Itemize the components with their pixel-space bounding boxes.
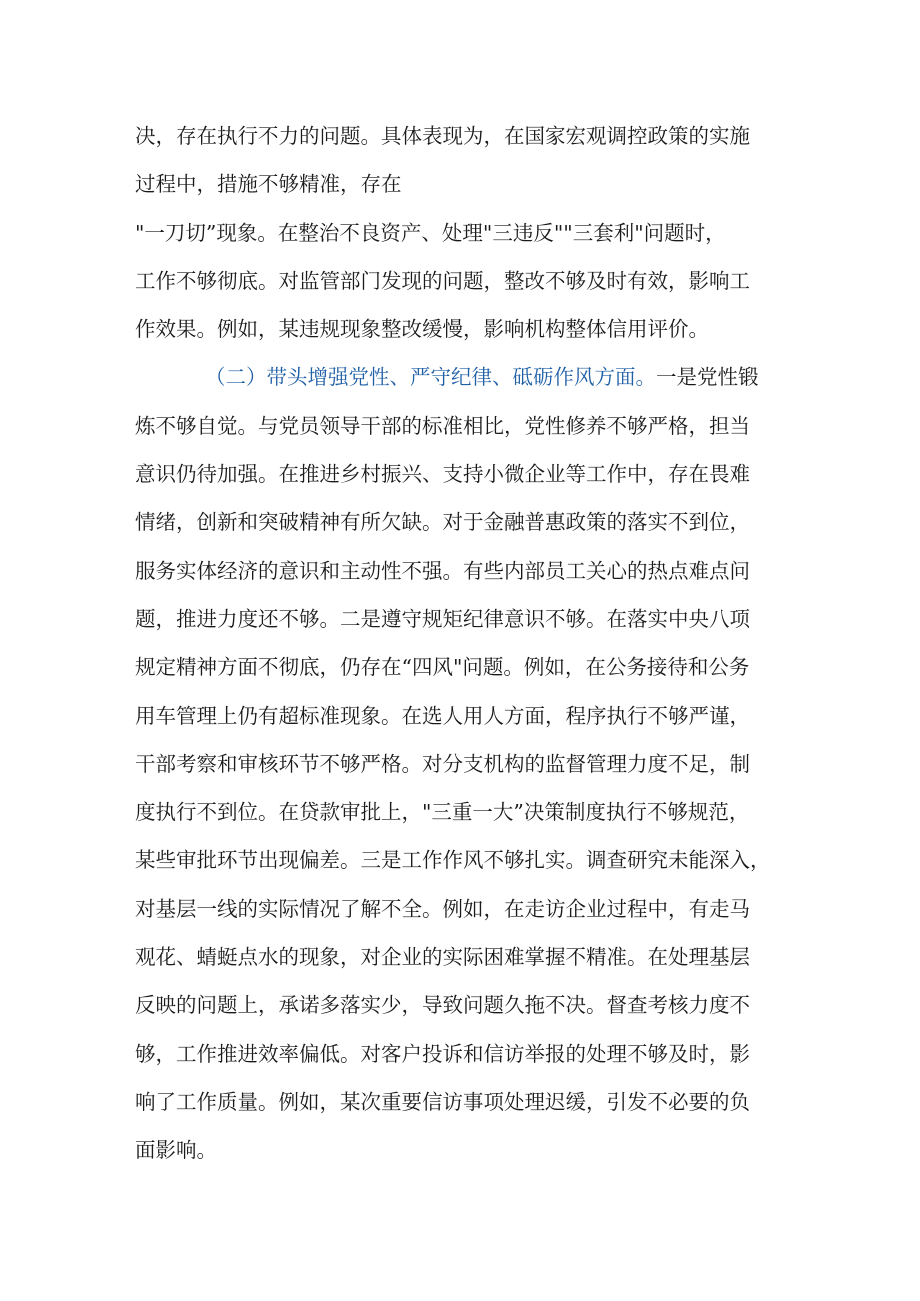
body-line: 过程中，措施不够精准，存在 — [135, 172, 402, 197]
body-line: 用车管理上仍有超标准现象。在选人用人方面，程序执行不够严谨， — [135, 703, 750, 728]
body-line: 够，工作推进效率偏低。对客户投诉和信访举报的处理不够及时，影 — [135, 1041, 750, 1066]
section-heading-line — [135, 353, 795, 401]
body-line: 某些审批环节出现偏差。三是工作作风不够扎实。调查研究未能深入， — [135, 848, 771, 873]
body-line: 意识仍待加强。在推进乡村振兴、支持小微企业等工作中，存在畏难 — [135, 462, 750, 487]
body-line: 度执行不到位。在贷款审批上，"三重一大”决策制度执行不够规范， — [135, 800, 750, 825]
body-line: 工作不够彻底。对监管部门发现的问题，整改不够及时有效，影响工 — [135, 268, 750, 293]
body-line: 对基层一线的实际情况了解不全。例如，在走访企业过程中，有走马 — [135, 896, 750, 921]
section-heading: （二）带头增强党性、严守纪律、砥砺作风方面。 — [205, 365, 656, 390]
body-line: 决，存在执行不力的问题。具体表现为，在国家宏观调控政策的实施 — [135, 124, 750, 148]
document-body — [135, 112, 795, 1175]
body-line: 反映的问题上，承诺多落实少，导致问题久拖不决。督查考核力度不 — [135, 993, 750, 1018]
section-first-line-text: 一是党性锻 — [656, 365, 759, 390]
body-line: 题，推进力度还不够。二是遵守规矩纪律意识不够。在落实中央八项 — [135, 606, 750, 631]
body-line: 情绪，创新和突破精神有所欠缺。对于金融普惠政策的落实不到位， — [135, 510, 750, 535]
body-line: 面影响。 — [135, 1138, 217, 1163]
body-line: 炼不够自觉。与党员领导干部的标准相比，党性修养不够严格，担当 — [135, 413, 750, 438]
body-line: "一刀切”现象。在整治不良资产、处理"三违反""三套利"问题时， — [135, 220, 726, 245]
body-line: 观花、蜻蜓点水的现象，对企业的实际困难掌握不精准。在处理基层 — [135, 945, 750, 970]
body-line: 干部考察和审核环节不够严格。对分支机构的监督管理力度不足，制 — [135, 751, 750, 776]
body-line: 响了工作质量。例如，某次重要信访事项处理迟缓，引发不必要的负 — [135, 1089, 750, 1114]
body-line: 规定精神方面不彻底，仍存在“四风"问题。例如，在公务接待和公务 — [135, 655, 750, 680]
body-line: 服务实体经济的意识和主动性不强。有些内部员工关心的热点难点问 — [135, 558, 750, 583]
body-line: 作效果。例如，某违规现象整改缓慢，影响机构整体信用评价。 — [135, 317, 709, 342]
